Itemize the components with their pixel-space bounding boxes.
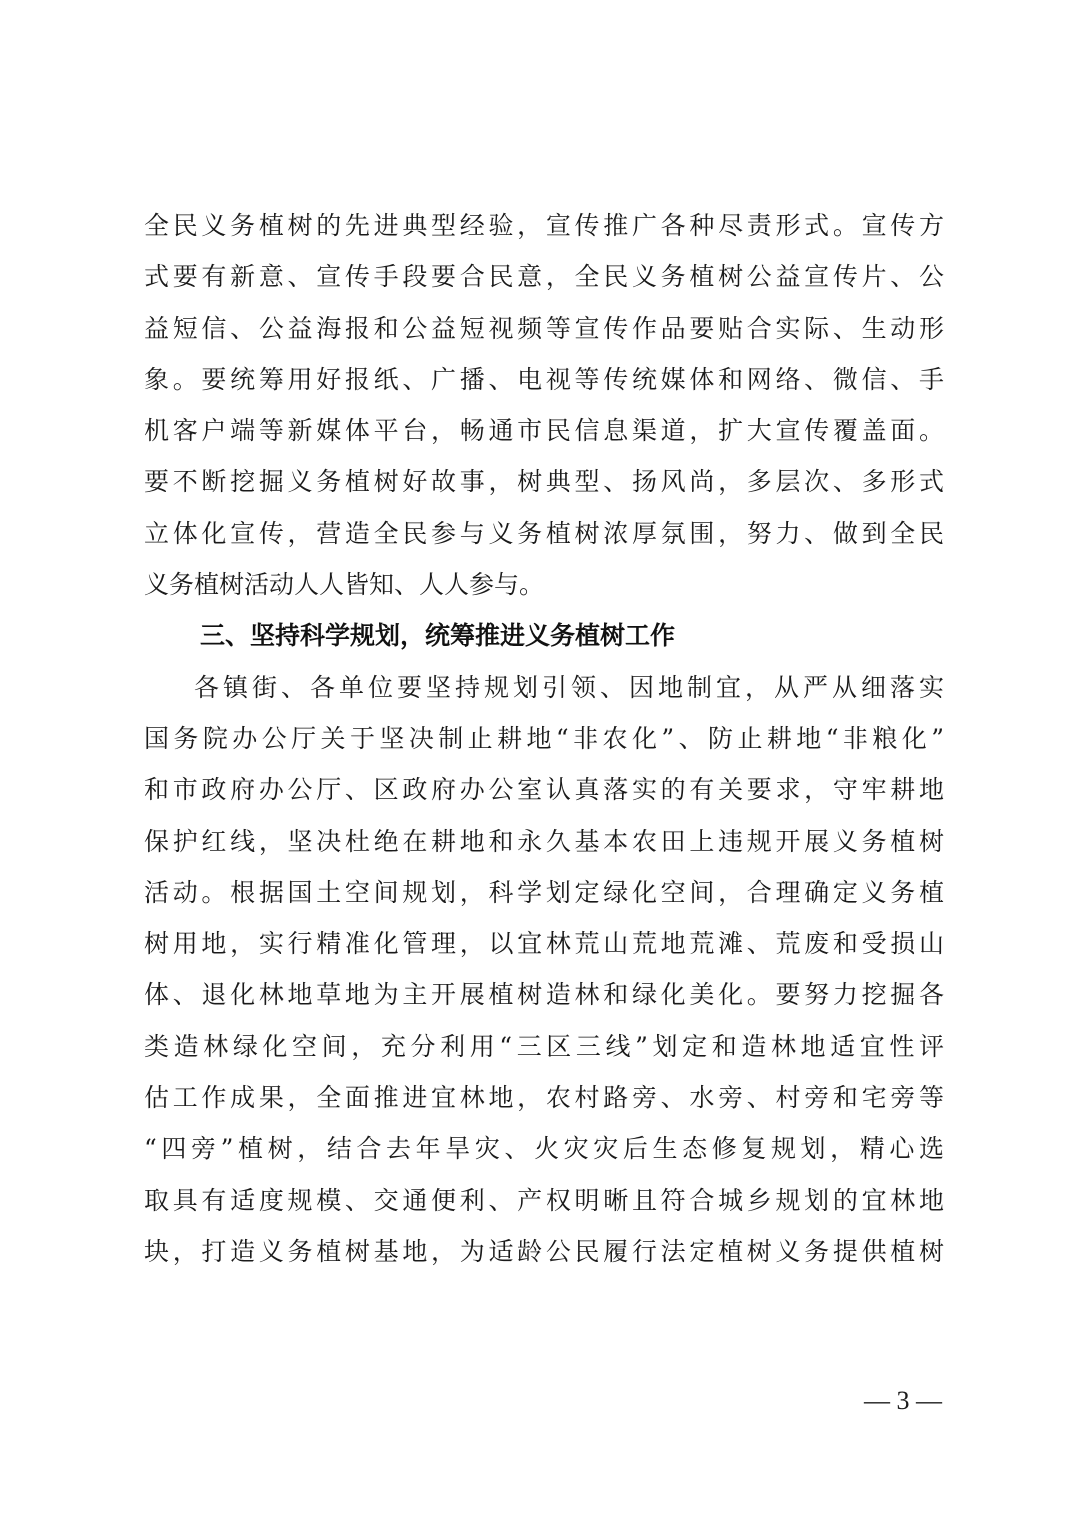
paragraph-line: 各镇街、各单位要坚持规划引领、因地制宜，从严从细落实 [194, 672, 944, 702]
paragraph-line: 体、退化林地草地为主开展植树造林和绿化美化。要努力挖掘各 [144, 980, 944, 1010]
paragraph-line: 要不断挖掘义务植树好故事，树典型、扬风尚，多层次、多形式 [144, 467, 944, 497]
paragraph-line: 和市政府办公厅、区政府办公室认真落实的有关要求，守牢耕地 [144, 775, 944, 805]
paragraph-line: 类造林绿化空间，充分利用“三区三线”划定和造林地适宜性评 [144, 1031, 944, 1061]
paragraph-line: 式要有新意、宣传手段要合民意，全民义务植树公益宣传片、公 [144, 262, 944, 292]
paragraph-line: 活动。根据国土空间规划，科学划定绿化空间，合理确定义务植 [144, 877, 944, 907]
paragraph-line: 树用地，实行精准化管理，以宜林荒山荒地荒滩、荒废和受损山 [144, 929, 944, 959]
page-number: — 3 — [864, 1386, 942, 1415]
paragraph-line: 保护红线，坚决杜绝在耕地和永久基本农田上违规开展义务植树 [144, 826, 944, 856]
paragraph-line: “四旁”植树，结合去年旱灾、火灾灾后生态修复规划，精心选 [144, 1134, 944, 1164]
paragraph-line: 象。要统筹用好报纸、广播、电视等传统媒体和网络、微信、手 [144, 364, 944, 394]
paragraph-line: 益短信、公益海报和公益短视频等宣传作品要贴合实际、生动形 [144, 313, 944, 343]
paragraph-line: 国务院办公厅关于坚决制止耕地“非农化”、防止耕地“非粮化” [144, 723, 944, 753]
section-heading: 三、坚持科学规划，统筹推进义务植树工作 [200, 621, 676, 651]
paragraph-line: 全民义务植树的先进典型经验，宣传推广各种尽责形式。宣传方 [144, 211, 944, 240]
paragraph-line: 义务植树活动人人皆知、人人参与。 [144, 570, 545, 600]
paragraph-line: 立体化宣传，营造全民参与义务植树浓厚氛围，努力、做到全民 [144, 518, 944, 548]
paragraph-line: 机客户端等新媒体平台，畅通市民信息渠道，扩大宣传覆盖面。 [144, 416, 944, 446]
body-text [144, 200, 944, 1277]
paragraph-line: 块，打造义务植树基地，为适龄公民履行法定植树义务提供植树 [144, 1236, 944, 1266]
paragraph-line: 取具有适度规模、交通便利、产权明晰且符合城乡规划的宜林地 [144, 1185, 944, 1215]
paragraph-line: 估工作成果，全面推进宜林地，农村路旁、水旁、村旁和宅旁等 [144, 1083, 944, 1113]
